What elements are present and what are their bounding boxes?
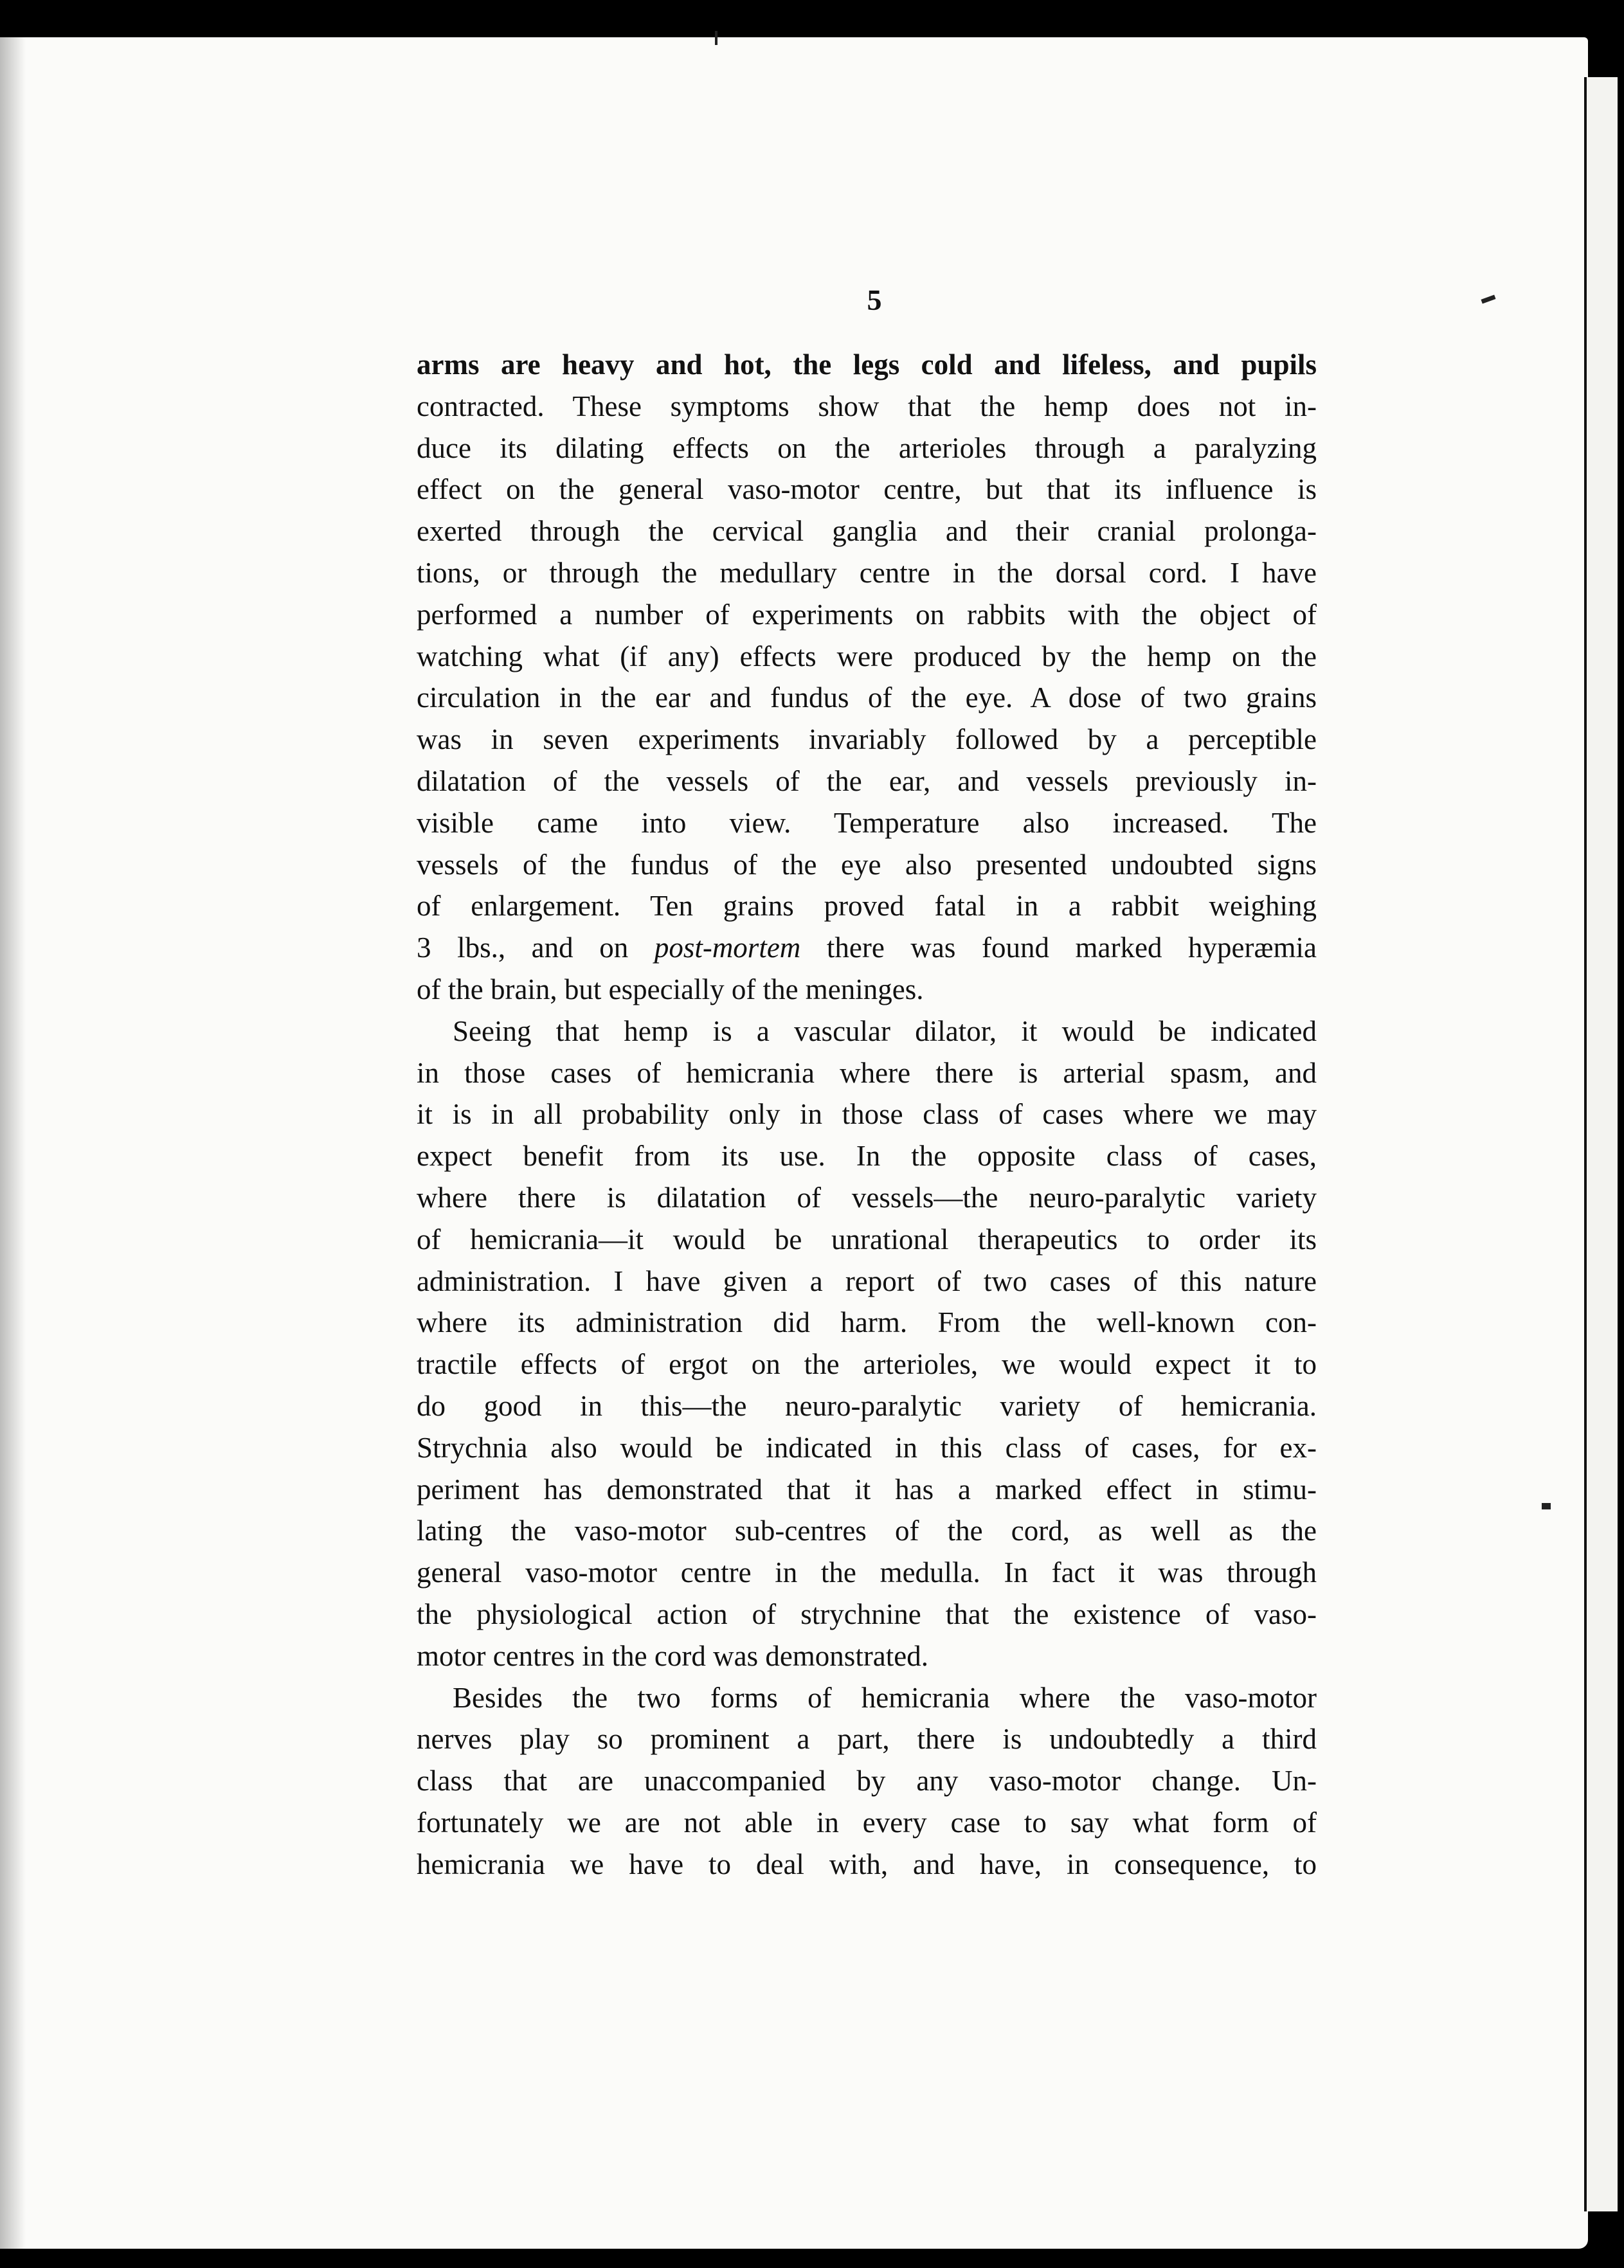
text-line: general vaso-motor centre in the medulla. In fact it was through bbox=[417, 1556, 1317, 1589]
text-line: Seeing that hemp is a vascular dilator, it would be indicated bbox=[453, 1014, 1317, 1047]
page-edge bbox=[1584, 77, 1618, 2211]
body-text bbox=[417, 344, 1317, 1885]
text-line: periment has demonstrated that it has a marked effect in stimu- bbox=[417, 1473, 1317, 1506]
text-line: hemicrania we have to deal with, and have, in consequence, to bbox=[417, 1848, 1317, 1880]
text-line: arms are heavy and hot, the legs cold and lifeless, and pupils bbox=[417, 348, 1317, 381]
text-line: tions, or through the medullary centre in the dorsal cord. I have bbox=[417, 556, 1317, 589]
text-line: it is in all probability only in those class of cases where we may bbox=[417, 1098, 1317, 1131]
text-line: the physiological action of strychnine that the existence of vaso- bbox=[417, 1598, 1317, 1630]
binding-shadow bbox=[0, 37, 26, 2249]
text-line: where there is dilatation of vessels—the neuro-paralytic variety bbox=[417, 1181, 1317, 1214]
text-line: lating the vaso-motor sub-centres of the cord, as well as the bbox=[417, 1515, 1317, 1547]
text-line: administration. I have given a report of two cases of this nature bbox=[417, 1264, 1317, 1297]
text-line: do good in this—the neuro-paralytic variety of hemicrania. bbox=[417, 1389, 1317, 1422]
text-line: of hemicrania—it would be unrational therapeutics to order its bbox=[417, 1223, 1317, 1256]
text-line: class that are unaccompanied by any vaso-motor change. Un- bbox=[417, 1765, 1317, 1797]
text-line: performed a number of experiments on rabbits with the object of bbox=[417, 598, 1317, 631]
text-line bbox=[417, 927, 1317, 969]
text-line: motor centres in the cord was demonstrated. bbox=[417, 1639, 929, 1672]
text-line: nerves play so prominent a part, there is undoubtedly a third bbox=[417, 1723, 1317, 1756]
scan-speck bbox=[1542, 1503, 1551, 1509]
text-line: fortunately we are not able in every case to say what form of bbox=[417, 1806, 1317, 1839]
text-line: Besides the two forms of hemicrania where the vaso-motor bbox=[453, 1681, 1317, 1714]
text-line: where its administration did harm. From the well-known con- bbox=[417, 1306, 1317, 1339]
page-number: 5 bbox=[867, 284, 882, 316]
text-segment: 3 lbs., and on bbox=[417, 932, 654, 964]
text-line: circulation in the ear and fundus of the eye. A dose of two grains bbox=[417, 681, 1317, 714]
text-line: effect on the general vaso-motor centre, but that its influence is bbox=[417, 473, 1317, 506]
text-line: in those cases of hemicrania where there is arterial spasm, and bbox=[417, 1056, 1317, 1089]
text-line: visible came into view. Temperature also increased. The bbox=[417, 806, 1317, 839]
text-line: of the brain, but especially of the meninges. bbox=[417, 973, 924, 1005]
text-line: vessels of the fundus of the eye also presented undoubted signs bbox=[417, 848, 1317, 881]
text-line: dilatation of the vessels of the ear, and vessels previously in- bbox=[417, 764, 1317, 797]
text-line: tractile effects of ergot on the arterioles, we would expect it to bbox=[417, 1348, 1317, 1381]
text-segment: there was found marked hyperæmia bbox=[800, 932, 1317, 964]
italic-term: post-mortem bbox=[654, 932, 801, 964]
text-line: contracted. These symptoms show that the hemp does not in- bbox=[417, 390, 1317, 422]
text-line: Strychnia also would be indicated in this class of cases, for ex- bbox=[417, 1431, 1317, 1464]
text-line: was in seven experiments invariably followed by a perceptible bbox=[417, 723, 1317, 756]
text-line: duce its dilating effects on the arterioles through a paralyzing bbox=[417, 431, 1317, 464]
text-line: watching what (if any) effects were produced by the hemp on the bbox=[417, 640, 1317, 672]
text-line: expect benefit from its use. In the opposite class of cases, bbox=[417, 1140, 1317, 1173]
text-line: of enlargement. Ten grains proved fatal in a rabbit weighing bbox=[417, 890, 1317, 923]
text-line: exerted through the cervical ganglia and their cranial prolonga- bbox=[417, 515, 1317, 548]
scan-speck bbox=[715, 31, 717, 45]
